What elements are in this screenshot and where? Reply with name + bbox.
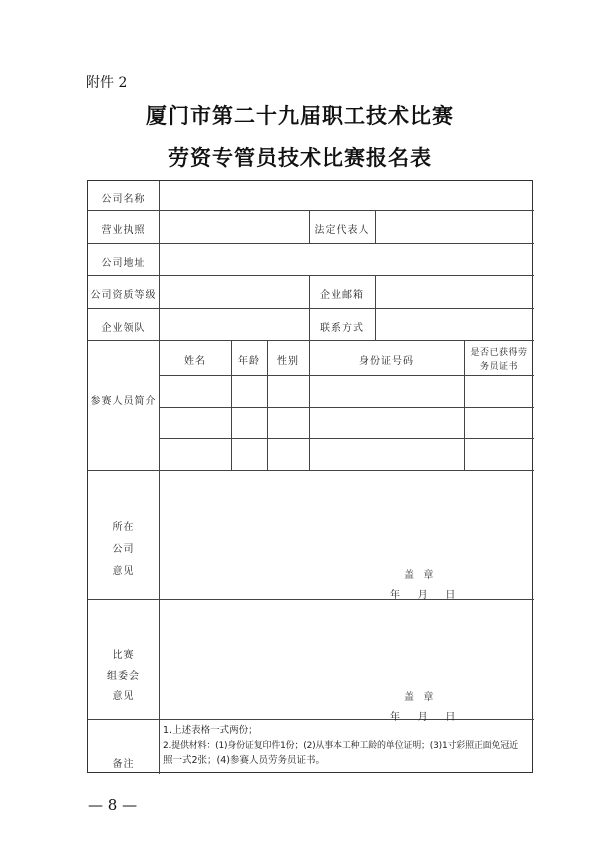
label-column-divider (159, 181, 160, 774)
row-divider (88, 210, 534, 211)
attachment-label: 附件 2 (86, 75, 128, 91)
company-leader-label: 企业领队 (101, 323, 146, 334)
committee-date-label: 年 月 日 (390, 712, 457, 723)
committee-seal-label: 盖 章 (404, 692, 435, 703)
remarks-line2: 2.提供材料：(1)身份证复印件1份；(2)从事本工种工龄的单位证明；(3)1寸彩照正面免冠近 (163, 741, 518, 751)
committee-opinion-line3: 意见 (112, 691, 135, 702)
column-certificate-line2: 务员证书 (479, 362, 518, 372)
company-date-label: 年 月 日 (390, 590, 457, 601)
qualification-level-label: 公司资质等级 (90, 290, 157, 301)
company-address-label: 公司地址 (101, 258, 146, 269)
company-email-label: 企业邮箱 (320, 290, 364, 301)
remarks-line3: 照一式2张；(4)参赛人员劳务员证书。 (163, 755, 326, 766)
legal-representative-label: 法定代表人 (314, 225, 370, 236)
row-divider (88, 599, 534, 600)
contact-label: 联系方式 (320, 323, 364, 334)
participant-row-divider (159, 438, 534, 439)
column-age: 年龄 (238, 356, 260, 367)
column-certificate-line1: 是否已获得劳 (470, 348, 528, 358)
company-opinion-line3: 意见 (112, 566, 135, 577)
row-divider (88, 308, 534, 309)
page-number: — 8 — (88, 796, 138, 814)
title-line-2: 劳资专管员技术比赛报名表 (168, 145, 432, 170)
row-divider (88, 275, 534, 276)
row-divider (88, 340, 534, 341)
row-divider (88, 719, 534, 720)
participant-row-divider (159, 375, 534, 376)
registration-form-table (87, 180, 533, 773)
company-name-label: 公司名称 (101, 194, 146, 205)
company-opinion-line1: 所在 (112, 522, 135, 533)
company-seal-label: 盖 章 (404, 570, 435, 581)
remarks-line1: 1.上述表格一式两份； (163, 725, 258, 736)
business-license-label: 营业执照 (101, 225, 146, 236)
title-line-1: 厦门市第二十九届职工技术比赛 (146, 103, 454, 128)
committee-opinion-line2: 组委会 (107, 671, 140, 682)
committee-opinion-line1: 比赛 (112, 650, 135, 661)
row-divider (88, 470, 534, 471)
company-opinion-line2: 公司 (112, 544, 135, 555)
column-gender: 性别 (277, 356, 299, 367)
remarks-label: 备注 (112, 759, 135, 770)
column-divider (375, 275, 376, 340)
row-divider (88, 243, 534, 244)
column-divider (375, 210, 376, 243)
column-id-number: 身份证号码 (359, 356, 414, 367)
column-name: 姓名 (184, 356, 206, 367)
participant-row-divider (159, 407, 534, 408)
participants-label: 参赛人员简介 (90, 396, 157, 407)
